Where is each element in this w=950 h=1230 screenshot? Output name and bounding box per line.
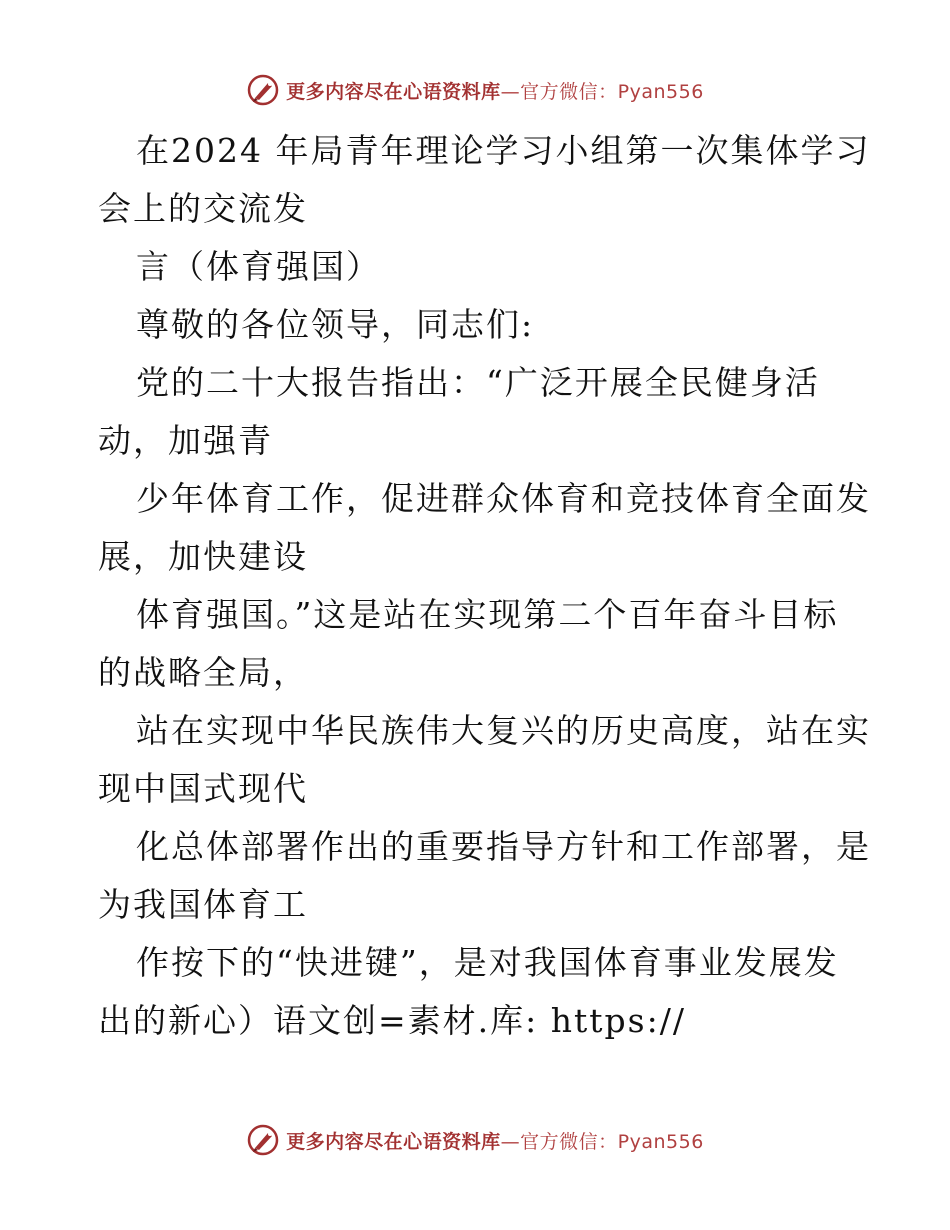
text-line: 展，加快建设	[98, 537, 308, 576]
text-line: 体育强国。”这是站在实现第二个百年奋斗目标	[136, 595, 839, 634]
banner-wechat: —官方微信：Pyan556	[500, 80, 704, 103]
text-line: 为我国体育工	[98, 885, 308, 924]
text-line: 在2024 年局青年理论学习小组第一次集体学习	[136, 131, 871, 170]
pen-logo-icon	[246, 73, 280, 107]
text-line: 现中国式现代	[98, 769, 308, 808]
text-line: 尊敬的各位领导，同志们:	[136, 305, 535, 344]
banner-title: 更多内容尽在心语资料库	[286, 80, 501, 103]
header-banner	[0, 70, 950, 110]
text-line: 站在实现中华民族伟大复兴的历史高度，站在实	[136, 711, 871, 750]
text-line: 的战略全局，	[98, 653, 308, 692]
text-line: 言（体育强国）	[136, 247, 381, 286]
banner-text	[286, 77, 704, 104]
text-line: 少年体育工作，促进群众体育和竞技体育全面发	[136, 479, 871, 518]
banner-text	[286, 1127, 704, 1154]
text-line: 会上的交流发	[98, 189, 308, 228]
banner-wechat: —官方微信：Pyan556	[500, 1130, 704, 1153]
text-line: 作按下的“快进键”，是对我国体育事业发展发	[136, 943, 839, 982]
text-line: 动，加强青	[98, 421, 273, 460]
document-body	[98, 122, 871, 1050]
banner-title: 更多内容尽在心语资料库	[286, 1130, 501, 1153]
text-line: 出的新心）语文创=素材.库: https://	[98, 1001, 686, 1040]
text-line: 党的二十大报告指出：“广泛开展全民健身活	[136, 363, 820, 402]
footer-banner	[0, 1120, 950, 1160]
pen-logo-icon	[246, 1123, 280, 1157]
text-line: 化总体部署作出的重要指导方针和工作部署，是	[136, 827, 871, 866]
